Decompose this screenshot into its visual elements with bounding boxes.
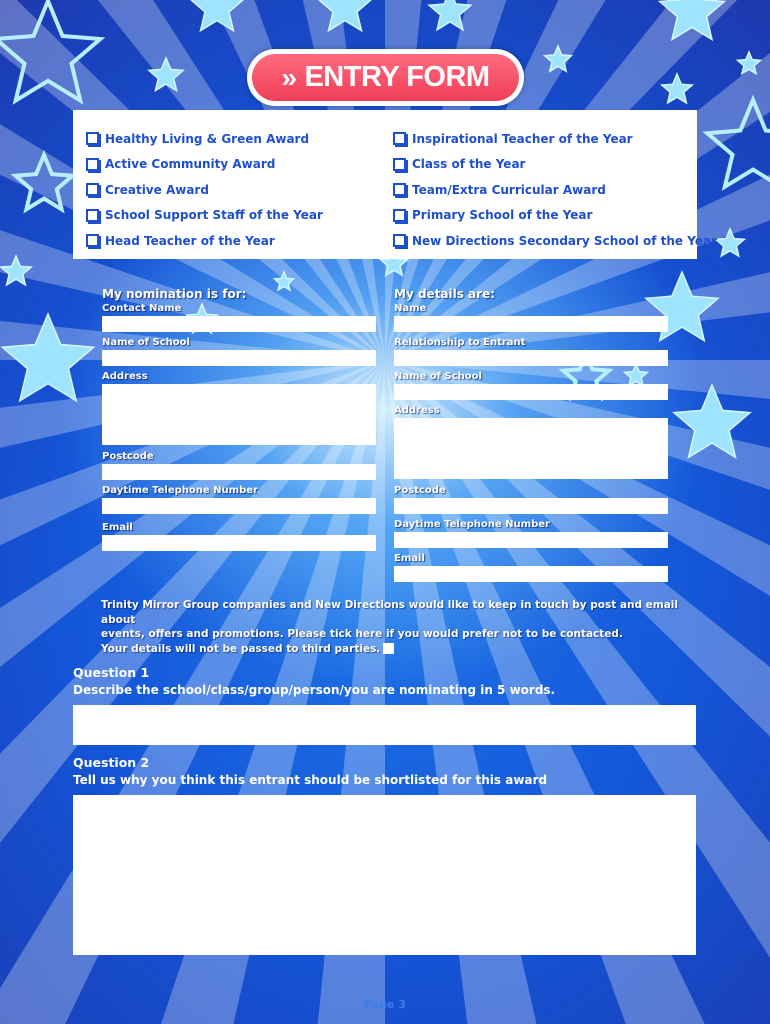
award-label: Healthy Living & Green Award: [105, 131, 310, 146]
relationship-label: Relationship to Entrant: [394, 337, 526, 348]
award-checklist: [73, 110, 717, 259]
award-option[interactable]: [86, 126, 323, 152]
award-label: Inspirational Teacher of the Year: [412, 131, 633, 146]
checkbox[interactable]: [86, 132, 99, 145]
notice-line: Trinity Mirror Group companies and New Directions would like to keep in touch by post and email about: [101, 599, 678, 626]
double-chevron-right-icon: »: [281, 61, 297, 93]
name-field[interactable]: [394, 316, 668, 332]
question-2-answer-field[interactable]: [73, 795, 696, 955]
award-option[interactable]: [393, 126, 717, 152]
award-column-right: [393, 126, 717, 254]
award-label: New Directions Secondary School of the Year: [412, 233, 717, 248]
checkbox[interactable]: [86, 183, 99, 196]
notice-line: events, offers and promotions. Please tick here if you would prefer not to be contacted.: [101, 628, 623, 640]
my-postcode-field[interactable]: [394, 498, 668, 514]
page-title: ENTRY FORM: [304, 61, 490, 93]
award-label: Creative Award: [105, 182, 209, 197]
award-column-left: [86, 126, 323, 254]
checkbox[interactable]: [393, 158, 406, 171]
marketing-notice: [101, 598, 701, 656]
my-school-label: Name of School: [394, 371, 482, 382]
question-2-text: Tell us why you think this entrant should be shortlisted for this award: [73, 773, 548, 787]
entry-form-title-badge: [247, 49, 524, 106]
question-1-answer-field[interactable]: [73, 705, 696, 745]
contact-name-field[interactable]: [102, 316, 376, 332]
award-label: School Support Staff of the Year: [105, 208, 323, 223]
checkbox[interactable]: [86, 209, 99, 222]
checkbox[interactable]: [393, 209, 406, 222]
question-1-title: Question 1: [73, 665, 150, 680]
award-label: Head Teacher of the Year: [105, 233, 275, 248]
nominee-email-label: Email: [102, 522, 133, 533]
nominee-school-label: Name of School: [102, 337, 190, 348]
nominee-address-field[interactable]: [102, 384, 376, 445]
award-option[interactable]: [86, 177, 323, 203]
award-label: Team/Extra Curricular Award: [412, 182, 606, 197]
award-option[interactable]: [393, 203, 717, 229]
notice-line: Your details will not be passed to third parties.: [101, 642, 381, 655]
checkbox[interactable]: [86, 234, 99, 247]
details-heading: My details are:: [394, 287, 496, 301]
my-email-label: Email: [394, 553, 425, 564]
award-option[interactable]: [393, 177, 717, 203]
checkbox[interactable]: [393, 234, 406, 247]
award-label: Primary School of the Year: [412, 208, 593, 223]
award-option[interactable]: [86, 152, 323, 178]
nominee-telephone-field[interactable]: [102, 498, 376, 514]
nominee-address-label: Address: [102, 371, 148, 382]
nominee-school-field[interactable]: [102, 350, 376, 366]
my-address-label: Address: [394, 405, 440, 416]
my-school-field[interactable]: [394, 384, 668, 400]
award-label: Active Community Award: [105, 157, 276, 172]
star-icon: [662, 74, 692, 103]
nominee-postcode-field[interactable]: [102, 464, 376, 480]
my-telephone-field[interactable]: [394, 532, 668, 548]
relationship-field[interactable]: [394, 350, 668, 366]
nominee-telephone-label: Daytime Telephone Number: [102, 485, 258, 496]
checkbox[interactable]: [86, 158, 99, 171]
my-address-field[interactable]: [394, 418, 668, 479]
award-option[interactable]: [393, 228, 717, 254]
my-telephone-label: Daytime Telephone Number: [394, 519, 550, 530]
question-1-text: Describe the school/class/group/person/you are nominating in 5 words.: [73, 683, 556, 697]
my-postcode-label: Postcode: [394, 485, 446, 496]
notice-line-with-checkbox: [101, 642, 701, 657]
nomination-heading: My nomination is for:: [102, 287, 247, 301]
name-label: Name: [394, 303, 427, 314]
contact-name-label: Contact Name: [102, 303, 182, 314]
nominee-postcode-label: Postcode: [102, 451, 154, 462]
opt-out-checkbox[interactable]: [383, 643, 394, 654]
award-option[interactable]: [393, 152, 717, 178]
question-2-title: Question 2: [73, 755, 150, 770]
nominee-email-field[interactable]: [102, 535, 376, 551]
page-number: Page 3: [363, 998, 406, 1011]
my-email-field[interactable]: [394, 566, 668, 582]
checkbox[interactable]: [393, 132, 406, 145]
award-option[interactable]: [86, 203, 323, 229]
checkbox[interactable]: [393, 183, 406, 196]
award-option[interactable]: [86, 228, 323, 254]
award-label: Class of the Year: [412, 157, 526, 172]
